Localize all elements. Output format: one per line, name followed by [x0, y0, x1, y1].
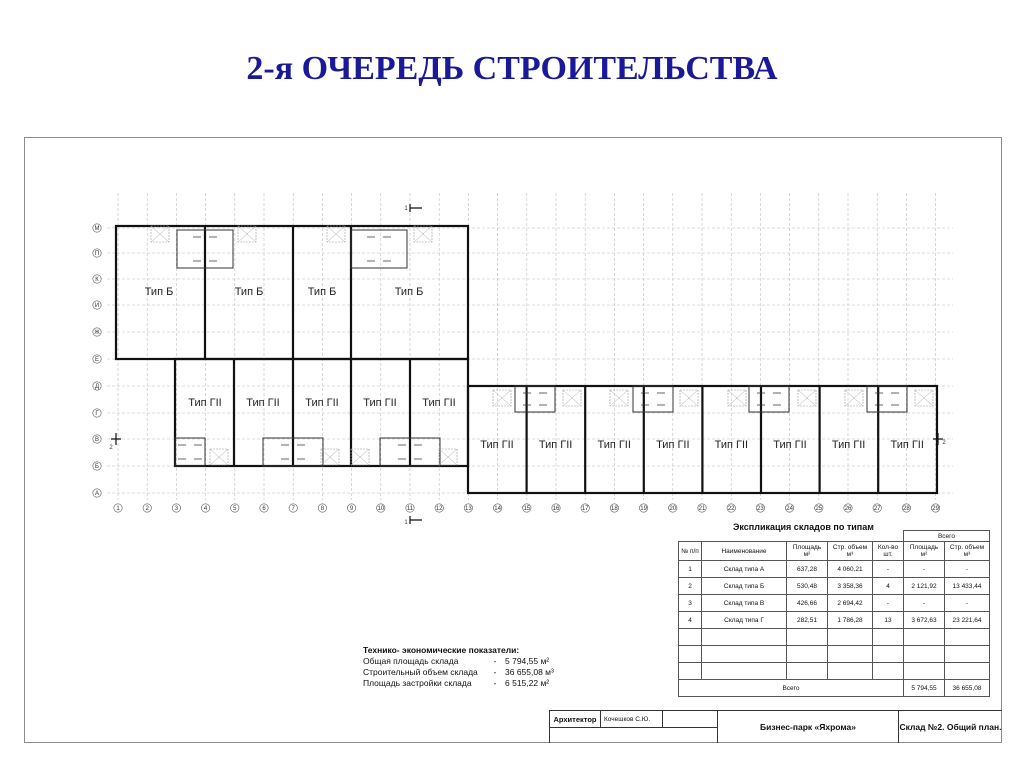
tep-dash: - — [493, 667, 497, 677]
column-axis-label: 9 — [349, 506, 354, 513]
column-axis-label: 28 — [903, 506, 910, 513]
table-cell — [702, 663, 787, 680]
column-axis-label: 4 — [203, 506, 208, 513]
hatched-cell-cross — [238, 226, 256, 242]
room-type-label: Тип ГII — [305, 397, 339, 409]
table-cell: - — [904, 595, 945, 612]
room-type-label: Тип Б — [307, 286, 337, 298]
column-axis-label: 3 — [174, 506, 179, 513]
table-row — [679, 646, 990, 663]
table-cell — [873, 646, 904, 663]
table-row — [679, 561, 990, 578]
table-cell: 3 672,63 — [904, 612, 945, 629]
table-cell: Склад типа В — [702, 595, 787, 612]
table-cell: Склад типа Б — [702, 578, 787, 595]
row-axis-label: П — [94, 251, 100, 258]
stamp-role: Архитектор — [550, 711, 601, 728]
table-row — [679, 578, 990, 595]
table-cell — [679, 629, 702, 646]
column-axis-label: 11 — [406, 506, 414, 513]
row-axis-label: Ж — [94, 330, 100, 337]
tep-dash: - — [493, 678, 497, 688]
table-cell: Склад типа А — [702, 561, 787, 578]
column-axis-label: 8 — [320, 506, 325, 513]
table-total-cell: 36 655,08 — [945, 680, 990, 697]
hatched-cell-cross — [680, 390, 698, 406]
hatched-cell-cross — [151, 226, 169, 242]
room-type-label: Тип ГII — [480, 439, 514, 451]
tech-economic-indicators — [363, 645, 554, 689]
tep-row — [363, 656, 554, 667]
tep-title: Технико- экономические показатели: — [363, 645, 520, 655]
table-row — [679, 612, 990, 629]
row-axis-label: А — [94, 491, 100, 498]
room-type-label: Тип ГII — [538, 439, 573, 451]
tep-row — [363, 667, 554, 678]
explication-header-cell: Площадь м² — [904, 542, 945, 561]
hatched-cell-cross — [327, 226, 345, 242]
column-axis-label: 16 — [552, 506, 560, 513]
loading-dock — [351, 230, 407, 268]
column-axis-label: 5 — [233, 506, 237, 513]
table-cell: 4 — [873, 578, 904, 595]
table-cell — [873, 663, 904, 680]
column-axis-label: 23 — [757, 506, 764, 513]
explication-table — [678, 530, 990, 697]
section-mark-line — [410, 516, 422, 524]
row-axis-label: Д — [94, 384, 100, 391]
hatched-cell-cross — [439, 449, 457, 465]
table-cell: 13 433,44 — [945, 578, 990, 595]
table-cell: 2 — [679, 578, 702, 595]
table-cell — [945, 646, 990, 663]
stamp-sheet-title: Склад №2. Общий план. — [899, 722, 1002, 732]
table-cell — [787, 646, 828, 663]
table-cell: 2 694,42 — [828, 595, 873, 612]
table-cell: 2 121,92 — [904, 578, 945, 595]
table-cell: - — [873, 561, 904, 578]
hatched-cell-cross — [563, 390, 581, 406]
row-axis-label: Е — [94, 357, 100, 364]
explication-header-cell: Кол-во шт. — [873, 542, 904, 561]
column-axis-label: 18 — [611, 506, 618, 513]
drawing-sheet — [24, 137, 1002, 743]
column-axis-label: 17 — [581, 506, 589, 513]
room-type-label: Тип Б — [144, 286, 174, 298]
stamp-name: Кочешков С.Ю. — [601, 711, 663, 728]
table-total-cell: 5 794,55 — [904, 680, 945, 697]
row-axis-label: К — [95, 277, 99, 284]
column-axis-label: 29 — [932, 506, 939, 513]
loading-dock — [175, 438, 205, 466]
stamp-signature — [663, 711, 718, 728]
table-cell: 4 — [679, 612, 702, 629]
room-type-label: Тип Б — [394, 286, 424, 298]
table-cell: 530,48 — [787, 578, 828, 595]
section-mark-label: 2 — [942, 440, 946, 446]
section-mark-label: 1 — [404, 520, 408, 526]
column-axis-label: 21 — [698, 506, 706, 513]
explication-header-cell: Стр. объем м³ — [945, 542, 990, 561]
column-axis-label: 19 — [640, 506, 647, 513]
hatched-cell-cross — [798, 390, 816, 406]
table-total-row — [679, 680, 990, 697]
table-row — [679, 629, 990, 646]
explication-header-cell: № п/п — [679, 542, 702, 561]
table-cell: 426,66 — [787, 595, 828, 612]
table-cell: - — [945, 595, 990, 612]
column-axis-label: 26 — [844, 506, 852, 513]
column-axis-label: 14 — [494, 506, 501, 513]
dock-stair-mark — [178, 445, 202, 459]
tep-value: 36 655,08 м³ — [505, 667, 554, 677]
column-axis-label: 13 — [465, 506, 472, 513]
room-type-label: Тип ГII — [714, 439, 749, 451]
table-cell — [679, 663, 702, 680]
tep-value: 5 794,55 м² — [505, 656, 550, 666]
row-axis-label: Г — [95, 411, 99, 418]
loading-dock — [633, 386, 673, 412]
hatched-cell-cross — [414, 226, 432, 242]
table-cell — [828, 663, 873, 680]
stamp-project: Бизнес-парк «Яхрома» — [718, 711, 899, 743]
table-cell: - — [904, 561, 945, 578]
table-cell — [787, 663, 828, 680]
explication-title: Экспликация складов по типам — [733, 522, 874, 532]
table-cell — [945, 663, 990, 680]
table-cell: 1 — [679, 561, 702, 578]
table-total-cell: Всего — [679, 680, 904, 697]
room-type-label: Тип ГII — [422, 397, 456, 409]
table-cell: 3 358,36 — [828, 578, 873, 595]
explication-header-cell: Площадь м² — [787, 542, 828, 561]
title-block — [549, 710, 1002, 743]
room-type-label: Тип Б — [234, 286, 264, 298]
hatched-cell-cross — [351, 449, 369, 465]
building-type-g-middle — [175, 359, 468, 466]
table-cell — [904, 646, 945, 663]
table-cell: 13 — [873, 612, 904, 629]
room-type-label: Тип ГII — [188, 397, 222, 409]
hatched-cell-cross — [321, 449, 339, 465]
table-cell: 637,28 — [787, 561, 828, 578]
explication-header-cell: Стр. объем м³ — [828, 542, 873, 561]
table-cell: - — [945, 561, 990, 578]
table-cell: 1 786,28 — [828, 612, 873, 629]
column-axis-label: 6 — [262, 506, 266, 513]
section-mark-line — [410, 204, 422, 212]
table-cell — [828, 646, 873, 663]
section-mark-label: 1 — [404, 206, 408, 212]
section-mark-line — [111, 433, 121, 445]
explication-header-cell: Наименование — [702, 542, 787, 561]
tep-row — [363, 678, 554, 689]
room-type-label: Тип ГII — [831, 439, 866, 451]
table-row — [679, 595, 990, 612]
table-cell: Склад типа Г — [702, 612, 787, 629]
column-axis-label: 20 — [669, 506, 677, 513]
table-cell — [679, 646, 702, 663]
table-cell — [702, 629, 787, 646]
room-type-label: Тип ГII — [363, 397, 397, 409]
row-axis-label: И — [94, 303, 100, 310]
hatched-cell-cross — [493, 390, 511, 406]
table-cell — [904, 663, 945, 680]
column-axis-label: 7 — [291, 506, 295, 513]
table-cell — [828, 629, 873, 646]
table-cell: 3 — [679, 595, 702, 612]
room-type-label: Тип ГII — [773, 439, 807, 451]
table-cell: 282,51 — [787, 612, 828, 629]
tep-value: 6 515,22 м² — [505, 678, 550, 688]
hatched-cell-cross — [728, 390, 746, 406]
hatched-cell-cross — [915, 390, 933, 406]
column-axis-label: 12 — [435, 506, 443, 513]
room-type-label: Тип ГII — [890, 439, 924, 451]
hatched-cell-cross — [210, 449, 228, 465]
table-cell — [702, 646, 787, 663]
table-cell — [873, 629, 904, 646]
column-axis-label: 24 — [786, 506, 793, 513]
column-axis-label: 15 — [523, 506, 531, 513]
tep-label: Площадь застройки склада — [363, 678, 472, 688]
explication-group-header: Всего — [904, 531, 990, 542]
table-cell: 4 060,21 — [828, 561, 873, 578]
row-axis-label: Б — [95, 464, 99, 471]
room-type-label: Тип ГII — [597, 439, 631, 451]
loading-dock — [749, 386, 789, 412]
room-type-label: Тип ГII — [656, 439, 690, 451]
table-cell: - — [873, 595, 904, 612]
row-axis-label: М — [94, 226, 100, 233]
row-axis-label: В — [94, 437, 100, 444]
slide-title: 2-я ОЧЕРЕДЬ СТРОИТЕЛЬСТВА — [246, 50, 778, 87]
room-type-label: Тип ГII — [246, 397, 280, 409]
tep-label: Общая площадь склада — [363, 656, 459, 666]
column-axis-label: 27 — [873, 506, 881, 513]
tep-dash: - — [493, 656, 497, 666]
column-axis-label: 25 — [815, 506, 823, 513]
table-cell — [904, 629, 945, 646]
column-axis-label: 22 — [727, 506, 735, 513]
table-cell: 23 221,64 — [945, 612, 990, 629]
hatched-cell-cross — [610, 390, 628, 406]
tep-label: Строительный объем склада — [363, 667, 478, 677]
column-axis-label: 2 — [145, 506, 149, 513]
loading-dock — [867, 386, 907, 412]
column-axis-label: 10 — [377, 506, 385, 513]
column-axis-label: 1 — [116, 506, 120, 513]
dock-stair-mark — [367, 237, 391, 261]
stamp-date — [663, 728, 718, 743]
loading-dock — [515, 386, 555, 412]
table-cell — [945, 629, 990, 646]
table-row — [679, 663, 990, 680]
section-mark-label: 2 — [109, 445, 113, 451]
table-cell — [787, 629, 828, 646]
